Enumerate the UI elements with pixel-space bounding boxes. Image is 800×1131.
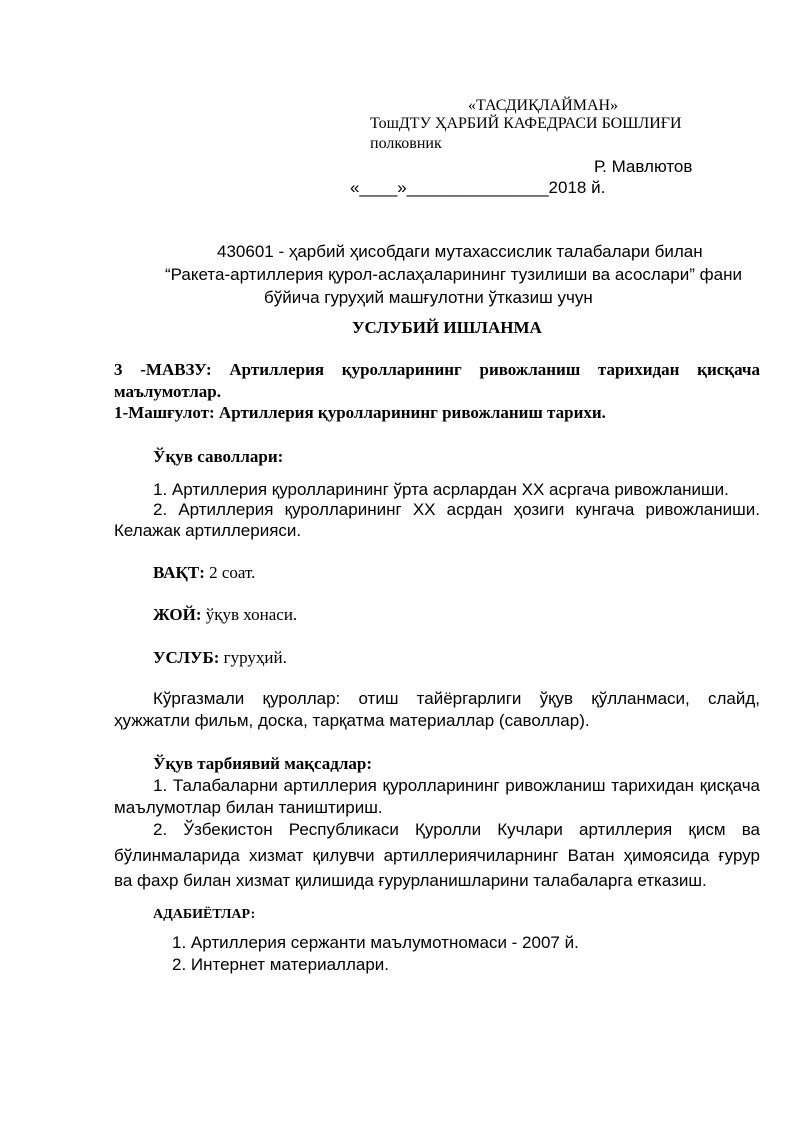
literature-item-2: 2. Интернет материаллари. — [172, 955, 389, 974]
lesson-title: 1-Машғулот: Артиллерия қуролларининг ривожланиш тарихи. — [114, 403, 606, 422]
approval-rank: полковник — [370, 135, 442, 152]
topic-line-1: 3 -МАВЗУ: Артиллерия қуролларининг ривожланиш тарихидан қисқача — [114, 360, 760, 379]
method-label: УСЛУБ: — [153, 648, 220, 667]
goal-2-line-2: бўлинмаларида хизмат қилувчи артиллериячиларнинг Ватан ҳимоясида ғурур — [114, 846, 760, 865]
approval-position: ТошДТУ ҲАРБИЙ КАФЕДРАСИ БОШЛИҒИ — [370, 115, 682, 132]
goal-1-line-1: 1. Талабаларни артиллерия қуролларининг ривожланиш тарихидан қисқача — [153, 776, 760, 795]
goals-heading: Ўқув тарбиявий мақсадлар: — [153, 754, 372, 773]
questions-heading: Ўқув саволлари: — [153, 447, 284, 466]
question-1: 1. Артиллерия қуролларининг ўрта асрлардан XX асргача ривожланиши. — [153, 480, 729, 499]
approval-name: Р. Мавлютов — [594, 157, 693, 176]
literature-item-1: 1. Артиллерия сержанти маълумотномаси - 2007 й. — [172, 933, 579, 952]
question-2-line-2: Келажак артиллерияси. — [114, 521, 302, 540]
method-value: гуруҳий. — [219, 648, 287, 667]
question-2-line-1: 2. Артиллерия қуролларининг XX асрдан ҳозиги кунгача ривожланиши. — [153, 500, 760, 519]
topic-line-2: маълумотлар. — [114, 382, 221, 401]
intro-line-3: бўйича гуруҳий машғулотни ўтказиш учун — [264, 288, 593, 307]
intro-line-2: “Ракета-артиллерия қурол-аслаҳаларининг тузилиши ва асослари” фани — [165, 265, 742, 284]
place-row — [153, 604, 297, 626]
aids-line-1: Кўргазмали қуроллар: отиш тайёргарлиги ўқув қўлланмаси, слайд, — [153, 689, 760, 708]
time-label: ВАҚТ: — [153, 563, 205, 582]
time-row — [153, 562, 255, 584]
approval-date: «____»_______________2018 й. — [350, 178, 606, 197]
method-row — [153, 647, 287, 669]
intro-line-1: 430601 - ҳарбий ҳисобдаги мутахассислик талабалари билан — [217, 242, 703, 261]
goal-2-line-3: ва фахр билан хизмат қилишида ғурурланишларини талабаларга етказиш. — [114, 871, 707, 890]
literature-heading: АДАБИЁТЛАР: — [153, 907, 256, 922]
approval-heading: «ТАСДИҚЛАЙМАН» — [468, 97, 619, 114]
goal-2-line-1: 2. Ўзбекистон Республикаси Қуролли Кучлари артиллерия қисм ва — [153, 820, 760, 839]
place-label: ЖОЙ: — [153, 605, 202, 624]
time-value: 2 соат. — [204, 563, 256, 582]
document-title: УСЛУБИЙ ИШЛАНМА — [352, 318, 542, 337]
place-value: ўқув хонаси. — [201, 605, 298, 624]
aids-line-2: ҳужжатли фильм, доска, тарқатма материаллар (саволлар). — [114, 711, 590, 730]
goal-1-line-2: маълумотлар билан таништириш. — [114, 798, 383, 817]
